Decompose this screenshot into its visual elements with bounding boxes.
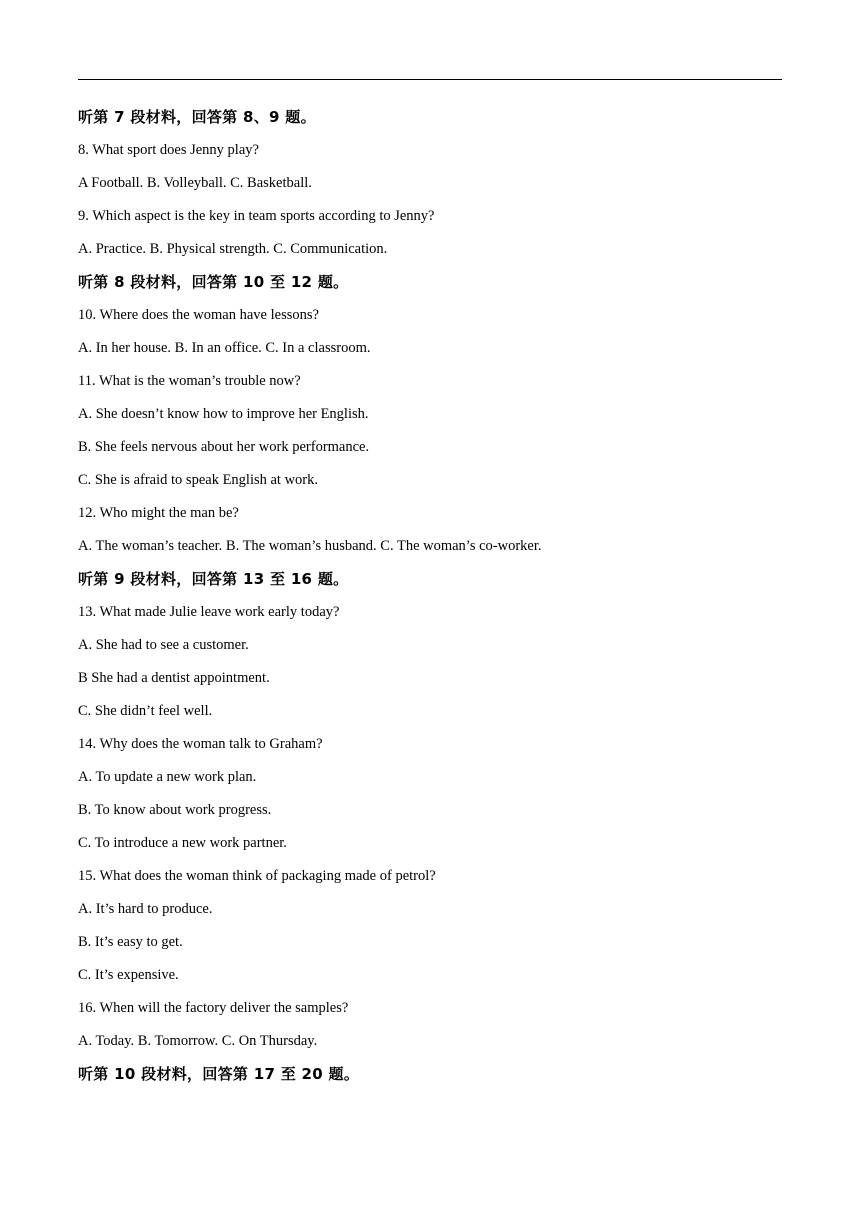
- answer-options: A. In her house. B. In an office. C. In a classroom.: [78, 340, 371, 356]
- answer-options: A. The woman’s teacher. B. The woman’s husband. C. The woman’s co-worker.: [78, 538, 542, 554]
- answer-option: B. She feels nervous about her work performance.: [78, 439, 370, 455]
- answer-option: A. To update a new work plan.: [78, 769, 257, 785]
- section-heading: 听第 9 段材料，回答第 13 至 16 题。: [78, 570, 349, 588]
- answer-options: A. Today. B. Tomorrow. C. On Thursday.: [78, 1033, 318, 1049]
- answer-option: A. It’s hard to produce.: [78, 901, 213, 917]
- section-heading: 听第 8 段材料，回答第 10 至 12 题。: [78, 273, 349, 291]
- question-text: 14. Why does the woman talk to Graham?: [78, 736, 323, 752]
- answer-option: C. She is afraid to speak English at work.: [78, 472, 319, 488]
- question-text: 9. Which aspect is the key in team sports according to Jenny?: [78, 208, 435, 224]
- answer-option: C. She didn’t feel well.: [78, 703, 213, 719]
- answer-option: C. It’s expensive.: [78, 967, 179, 983]
- answer-option: B She had a dentist appointment.: [78, 670, 270, 686]
- header-rule: [78, 79, 782, 80]
- answer-option: A. She had to see a customer.: [78, 637, 249, 653]
- answer-options: A Football. B. Volleyball. C. Basketball.: [78, 175, 312, 191]
- question-text: 10. Where does the woman have lessons?: [78, 307, 319, 323]
- section-heading: 听第 7 段材料，回答第 8、9 题。: [78, 108, 316, 126]
- question-text: 8. What sport does Jenny play?: [78, 142, 259, 158]
- answer-options: A. Practice. B. Physical strength. C. Communication.: [78, 241, 388, 257]
- answer-option: B. It’s easy to get.: [78, 934, 183, 950]
- answer-option: B. To know about work progress.: [78, 802, 272, 818]
- question-text: 15. What does the woman think of packaging made of petrol?: [78, 868, 436, 884]
- question-text: 11. What is the woman’s trouble now?: [78, 373, 301, 389]
- answer-option: C. To introduce a new work partner.: [78, 835, 287, 851]
- document-body: [78, 104, 782, 1094]
- answer-option: A. She doesn’t know how to improve her English.: [78, 406, 369, 422]
- question-text: 13. What made Julie leave work early today?: [78, 604, 340, 620]
- question-text: 12. Who might the man be?: [78, 505, 239, 521]
- question-text: 16. When will the factory deliver the samples?: [78, 1000, 349, 1016]
- section-heading: 听第 10 段材料，回答第 17 至 20 题。: [78, 1065, 360, 1083]
